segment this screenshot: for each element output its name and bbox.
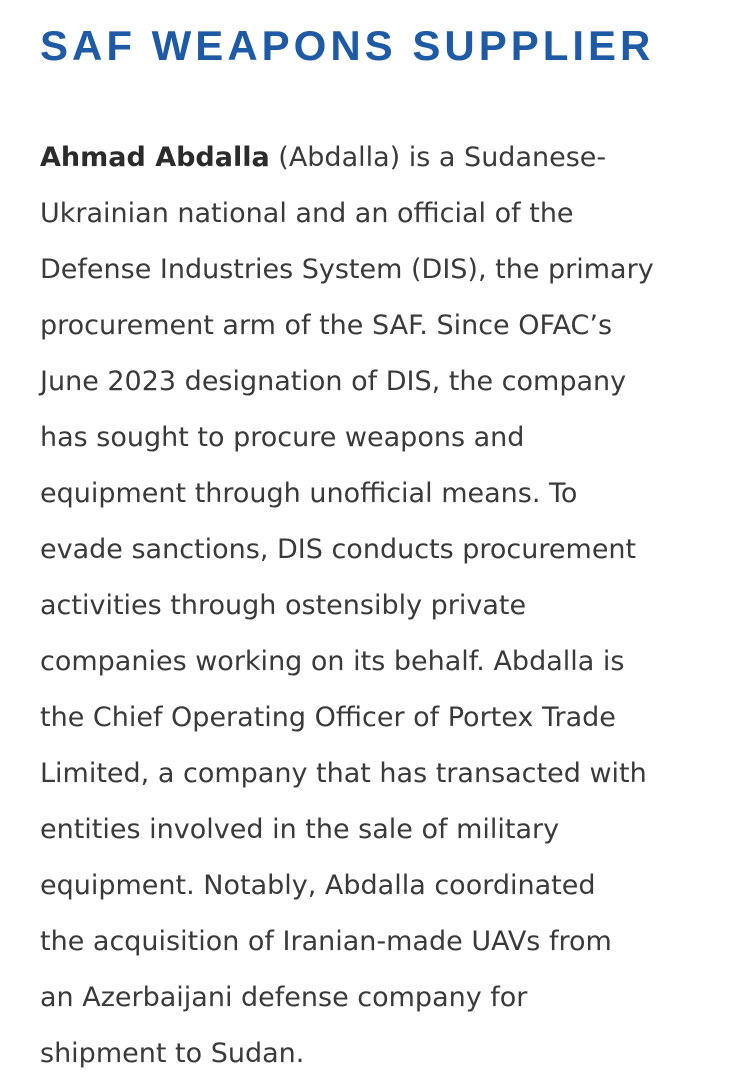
- section-heading: SAF WEAPONS SUPPLIER: [40, 22, 655, 69]
- paragraph-line: the acquisition of Iranian-made UAVs from: [40, 926, 612, 957]
- paragraph-line: Ukrainian national and an official of the: [40, 198, 574, 229]
- paragraph-line: procurement arm of the SAF. Since OFAC’s: [40, 310, 613, 341]
- paragraph-line: Limited, a company that has transacted with: [40, 758, 647, 789]
- paragraph-line-1: [40, 130, 720, 186]
- paragraph-line: evade sanctions, DIS conducts procurement: [40, 534, 637, 565]
- document-page: [40, 0, 720, 1082]
- paragraph-line: companies working on its behalf. Abdalla is: [40, 646, 625, 677]
- paragraph-line-1-text: (Abdalla) is a Sudanese-: [269, 142, 607, 173]
- paragraph-line: has sought to procure weapons and: [40, 422, 525, 453]
- person-name: Ahmad Abdalla: [40, 142, 270, 173]
- paragraph-line: the Chief Operating Officer of Portex Trade: [40, 702, 616, 733]
- paragraph-line: June 2023 designation of DIS, the company: [40, 366, 627, 397]
- paragraph-line: entities involved in the sale of military: [40, 814, 560, 845]
- article-paragraph: [40, 130, 720, 1082]
- paragraph-line: an Azerbaijani defense company for: [40, 982, 528, 1013]
- paragraph-line: activities through ostensibly private: [40, 590, 527, 621]
- paragraph-line: Defense Industries System (DIS), the primary: [40, 254, 654, 285]
- paragraph-line: shipment to Sudan.: [40, 1038, 305, 1069]
- paragraph-line: equipment. Notably, Abdalla coordinated: [40, 870, 596, 901]
- paragraph-line: equipment through unofficial means. To: [40, 478, 578, 509]
